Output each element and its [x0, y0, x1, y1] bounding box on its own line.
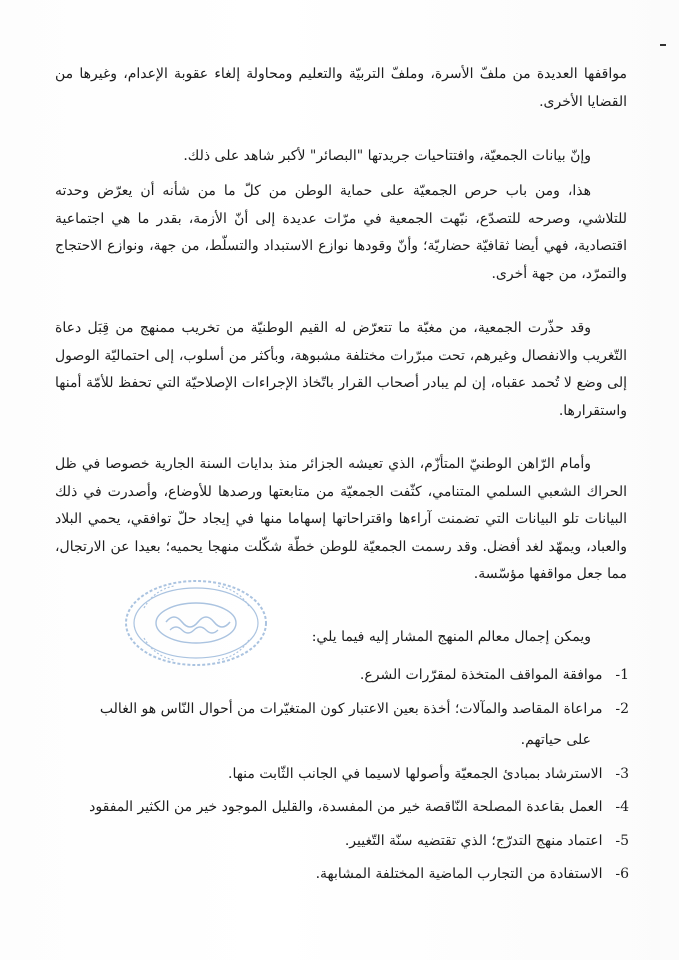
list-item-text: اعتماد منهج التدرّج؛ الذي تقتضيه سنّة التّغيير.	[344, 832, 603, 849]
paragraph-6-text: ويمكن إجمال معالم المنهج المشار إليه فيما يلي:	[311, 629, 591, 645]
list-item-number: 6-	[615, 866, 629, 882]
paragraph-3-text: هذا، ومن باب حرص الجمعيّة على حماية الوطن من كلّ ما من شأنه أن يعرّض وحدته للتلاشي، وصرحه للتصدّع، نبّهت الجمعية في مرّات عديدة إلى أنّ الأزمة، بقدر ما هي اجتماعية اقتصادية، فهي أيضا ثقافيّة حضاريّة؛ وأنّ وقودها نوازع الاستبداد والتسلّط، من جهة، ونوازع الاحتجاج والتمرّد، من جهة أخرى.	[55, 183, 627, 282]
list-item-number: 4-	[615, 799, 629, 815]
paragraph-2	[55, 143, 627, 171]
page-mark	[660, 44, 666, 46]
list-item-text: مراعاة المقاصد والمآلات؛ أخذة بعين الاعتبار كون المتغيّرات من أحوال النّاس هو الغالب	[99, 700, 603, 717]
list-item-text: موافقة المواقف المتخذة لمقرّرات الشرع.	[359, 667, 603, 683]
list-item-text: الاسترشاد بمبادئ الجمعيّة وأصولها لاسيما في الجانب الثّابت منها.	[228, 765, 603, 782]
list-item-number: 1-	[615, 667, 629, 683]
list-item-continuation: على حياتهم.	[520, 732, 591, 748]
paragraph-4	[55, 315, 627, 425]
list-item-text: العمل بقاعدة المصلحة النّاقصة خير من المفسدة، والقليل الموجود خير من الكثير المفقود	[89, 799, 603, 815]
list-item	[55, 861, 629, 889]
list-item-text: الاستفادة من التجارب الماضية المختلفة المشابهة.	[315, 866, 603, 882]
paragraph-1-text: مواقفها العديدة من ملفّ الأسرة، وملفّ التربيّة والتعليم ومحاولة إلغاء عقوبة الإعدام، وغيرها من القضايا الأخرى.	[55, 66, 627, 110]
paragraph-2-text: وإنّ بيانات الجمعيّة، وافتتاحيات جريدتها "البصائر" لأكبر شاهد على ذلك.	[183, 148, 591, 164]
list-item-number: 3-	[615, 765, 629, 782]
paragraph-1	[55, 61, 627, 116]
method-list	[55, 662, 629, 895]
paragraph-4-text: وقد حذّرت الجمعية، من مغبّة ما تتعرّض له القيم الوطنيّة من تخريب ممنهج من قِبَل دعاة التّغريب والانفصال وغيرهم، تحت مبرّرات مختلفة مشبوهة، وبأكثر من أسلوب، إلى احتماليّة الوصول إلى وضع لا تُحمد عقباه، إن لم يبادر أصحاب القرار باتّخاذ الإجراءات الإصلاحيّة التي تحفظ للأمّة أمنها واستقرارها.	[55, 320, 627, 419]
list-item	[55, 761, 629, 789]
list-item	[55, 828, 629, 856]
list-item-number: 2-	[615, 700, 629, 717]
paragraph-5	[55, 451, 627, 589]
list-item	[55, 794, 629, 822]
association-seal-stamp	[122, 578, 270, 668]
list-item	[55, 696, 629, 755]
paragraph-3	[55, 178, 627, 288]
paragraph-5-text: وأمام الرّاهن الوطنيّ المتأزّم، الذي تعيشه الجزائر منذ بدايات السنة الجارية خصوصا في ظل الحراك الشعبي السلمي المتنامي، كثّفت الجمعيّة من متابعتها ورصدها للأوضاع، وأصدرت في ذلك البيانات تلو البيانات التي تضمنت آراءها واقتراحاتها إسهاما منها في إيجاد حلّ توافقي، يحمي البلاد والعباد، ويمهّد لغد أفضل. وقد رسمت الجمعيّة للوطن خطّة شكّلت منهجا يحميه؛ بعيدا عن الارتجال، مما جعل مواقفها مؤسّسة.	[55, 456, 627, 582]
list-item-number: 5-	[615, 832, 629, 849]
